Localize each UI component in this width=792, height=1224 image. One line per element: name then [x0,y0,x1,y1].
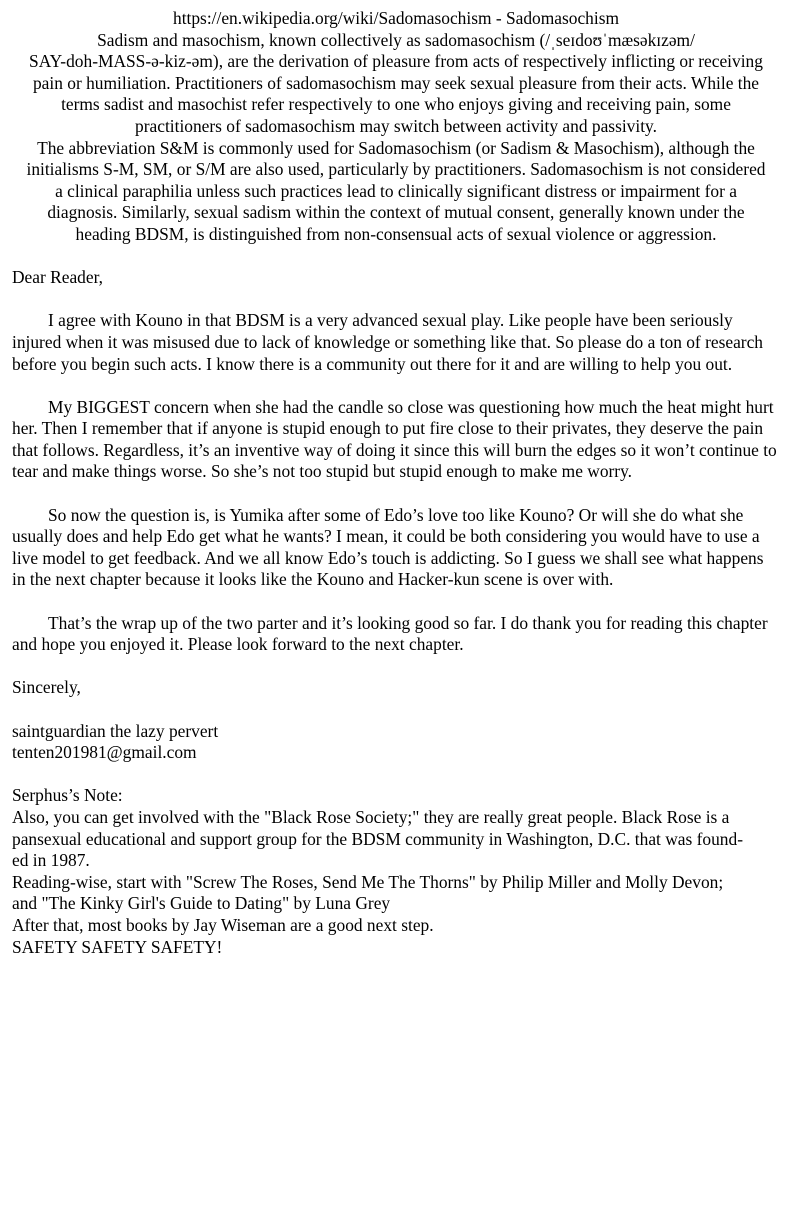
definition-line: SAY-doh-MASS-ə-kiz-əm), are the derivation of pleasure from acts of respectively inflicting or receiving [29,51,763,72]
signature-name: saintguardian the lazy pervert [12,720,219,741]
abbreviation-line: diagnosis. Similarly, sexual sadism within the context of mutual consent, generally known under the [47,202,745,223]
spacer [12,656,780,678]
spacer [12,375,780,397]
note-line: Reading-wise, start with "Screw The Roses, Send Me The Thorns" by Philip Miller and Molly Devon; [12,871,724,892]
letter-greeting: Dear Reader, [12,267,104,288]
spacer [12,246,780,268]
abbreviation-line: The abbreviation S&M is commonly used for Sadomasochism (or Sadism & Masochism), although the [37,137,755,158]
spacer [12,483,780,505]
spacer [12,289,780,311]
definition-line: Sadism and masochism, known collectively as sadomasochism (/ˌseɪdoʊˈmæsəkɪzəm/ [97,29,695,50]
spacer [12,591,780,613]
note-line: SAFETY SAFETY SAFETY! [12,936,223,957]
abbreviation-line: heading BDSM, is distinguished from non-consensual acts of sexual violence or aggression. [75,223,717,244]
definition-line: terms sadist and masochist refer respectively to one who enjoys giving and receiving pain, some [61,94,731,115]
letter-paragraph: So now the question is, is Yumika after some of Edo’s love too like Kouno? Or will she do what she usually does and help Edo get what he wants? I mean, it could be both considering you would have to use a live model to get feedback. And we all know Edo’s touch is addicting. So I guess we shall see what happens in the next chapter because it looks like the Kouno and Hacker-kun scene is over with. [12,504,764,590]
definition-line: pain or humiliation. Practitioners of sadomasochism may seek sexual pleasure from their acts. While the [32,72,760,93]
note-line: ed in 1987. [12,850,90,871]
source-url-line: https://en.wikipedia.org/wiki/Sadomasochism - Sadomasochism [173,8,619,28]
letter-paragraph: I agree with Kouno in that BDSM is a very advanced sexual play. Like people have been seriously injured when it was misused due to lack of knowledge or something like that. So please do a ton of research before you begin such acts. I know there is a community out there for it and are willing to help you out. [12,310,763,374]
note-line: and "The Kinky Girl's Guide to Dating" by Luna Grey [12,893,391,914]
note-line: After that, most books by Jay Wiseman are a good next step. [12,914,434,935]
wiki-excerpt [12,8,780,246]
note-line: Also, you can get involved with the "Black Rose Society;" they are really great people. Black Rose is a [12,806,730,827]
letter-paragraph: My BIGGEST concern when she had the candle so close was questioning how much the heat might hurt her. Then I remember that if anyone is stupid enough to put fire close to their privates, they deserve the pain that follows. Regardless, it’s an inventive way of doing it since this will burn the edges so it won’t continue to tear and make things worse. So she’s not too stupid but stupid enough to make me worry. [12,396,777,482]
letter-closing: Sincerely, [12,677,81,698]
note-heading: Serphus’s Note: [12,785,123,806]
letter-paragraph: That’s the wrap up of the two parter and it’s looking good so far. I do thank you for reading this chapter and hope you enjoyed it. Please look forward to the next chapter. [12,612,768,655]
abbreviation-line: a clinical paraphilia unless such practices lead to clinically significant distress or impairment for a [55,180,737,201]
spacer [12,699,780,721]
definition-line: practitioners of sadomasochism may switch between activity and passivity. [135,115,657,136]
spacer [12,764,780,786]
signature-email: tenten201981@gmail.com [12,742,197,763]
note-line: pansexual educational and support group for the BDSM community in Washington, D.C. that was found- [12,828,743,849]
abbreviation-line: initialisms S-M, SM, or S/M are also used, particularly by practitioners. Sadomasochism is not considered [26,159,766,180]
